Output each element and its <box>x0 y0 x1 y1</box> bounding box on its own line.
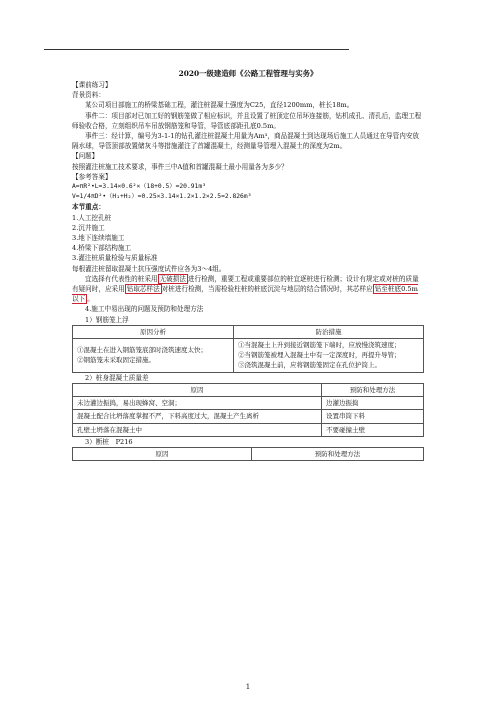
measure-line: ①当混凝土上升到接近钢筋笼下端时，应放慢浇筑速度； <box>238 341 401 350</box>
table-header: 预防和处理方法 <box>322 383 424 396</box>
header-rule <box>44 49 349 50</box>
table-cage-float <box>72 325 424 373</box>
table-header: 原因 <box>73 383 322 396</box>
table-cell: 混凝土配合比坍落度掌握不严，下料高度过大，混凝土产生离析 <box>73 410 322 423</box>
exercise-heading: 【课前练习】 <box>72 81 112 89</box>
table-header: 原因分析 <box>73 325 234 338</box>
background-label: 背景资料： <box>72 91 105 100</box>
table-header: 预防和处理方法 <box>252 447 424 460</box>
table-header: 防治措施 <box>234 325 424 338</box>
question-heading: 【问题】 <box>72 152 99 161</box>
highlight-box: 钻取芯样法 <box>126 285 160 294</box>
cause-line: ①混凝土在进入钢筋笼底部时浇筑速度太快； <box>77 346 207 355</box>
highlight-box: 钻至桩底0.5m以下 <box>72 285 418 304</box>
answer-heading: 【参考答案】 <box>72 172 112 181</box>
table-row <box>73 423 424 436</box>
item3-heading: 3）断桩 P216 <box>85 437 133 446</box>
answer-line-2: V=1/4πD²•（H₁+H₂）=0.25×3.14×1.2×1.2×2.5=2.826m³ <box>72 193 252 201</box>
background-text: 某公司项目部施工的桥梁基础工程，灌注桩混凝土强度为C25，直径1200mm，桩长18m。 <box>85 101 354 110</box>
key-point: 4.桥梁下部结构施工 <box>72 244 132 253</box>
table-broken-pile <box>72 447 424 461</box>
event-three: 事件三：经计算，编号为3-1-1的钻孔灌注桩混凝土用量为Am³，商品混凝土到达现场后施工人员通过在导管内安放隔水球，导管顶部放置储灰斗等措施灌注了首罐混凝土，经测量导管埋入混凝土的深度为2m。 <box>72 132 420 151</box>
detection-text: 对桩进行检测，当需检验柱桩的桩底沉淀与地层的结合情况时，其芯样应 <box>161 285 373 294</box>
page-number: 1 <box>245 683 251 691</box>
item2-heading: 2）桩身混凝土质量差 <box>85 373 149 382</box>
section-heading: 本节重点： <box>72 203 105 212</box>
table-cell: 未边灌边振捣，易出现蜂窝、空洞； <box>73 397 322 410</box>
table-cell-measures <box>234 339 424 373</box>
highlight-box: 无破损法 <box>159 274 186 283</box>
table-pile-quality <box>72 383 424 437</box>
question-text: 按照灌注桩施工技术要求，事件三中A值和首罐混凝土最小用量各为多少？ <box>72 162 288 171</box>
event-two: 事件二：项目部对已加工好的钢筋笼做了相应标识，并且设置了桩顶定位吊环连接筋，钻机成孔、清孔后，监理工程师验收合格，立刻组织吊车吊放钢筋笼和导管，导管底部距孔底0.5m。 <box>72 111 422 130</box>
sample-text: 每根灌注桩留取混凝土抗压强度试件应各为3～4组。 <box>72 264 226 273</box>
table-cell: 不要碰撞土壁 <box>322 423 424 436</box>
table-cell: 孔壁土坍落在混凝土中 <box>73 423 322 436</box>
detection-text: 进行检测，重要工程或重要部位的桩宜逐桩进行检测；设计有规定或对桩的质量有疑问时，应采用 <box>72 274 419 294</box>
table-cell-causes <box>73 339 234 373</box>
content-body <box>72 80 424 461</box>
cause-line: ②钢筋笼未采取固定措施。 <box>77 356 155 365</box>
key-point: 3.地下连续墙施工 <box>72 234 125 243</box>
detection-text: 宜选择有代表性的桩采用 <box>85 274 158 283</box>
key-point: 1.人工挖孔桩 <box>72 213 112 222</box>
table-cell: 边灌边振捣 <box>322 397 424 410</box>
key-point: 2.沉井施工 <box>72 223 105 232</box>
measure-line: ②当钢筋笼被埋入混凝土中有一定深度时，再提升导管； <box>238 351 401 360</box>
key-point: 3.灌注桩质量检验与质量标准 <box>72 254 158 263</box>
answer-line-1: A=πR²•L=3.14×0.6²×（18+0.5）=20.91m³ <box>72 183 206 191</box>
measure-line: ③浇筑混凝土前，应将钢筋笼固定在孔位护筒上。 <box>238 361 381 370</box>
table-row <box>73 397 424 410</box>
item1-heading: 1）钢筋笼上浮 <box>85 315 129 324</box>
detection-paragraph <box>72 274 424 305</box>
problems-heading: 4.施工中易出现的问题及预防和处理方法 <box>85 305 204 314</box>
table-header: 原因 <box>73 447 252 460</box>
detection-text: 。 <box>87 295 94 304</box>
table-row <box>73 410 424 423</box>
page-title: 2020一级建造师《公路工程管理与实务》 <box>178 69 318 78</box>
table-cell: 设置串筒下料 <box>322 410 424 423</box>
